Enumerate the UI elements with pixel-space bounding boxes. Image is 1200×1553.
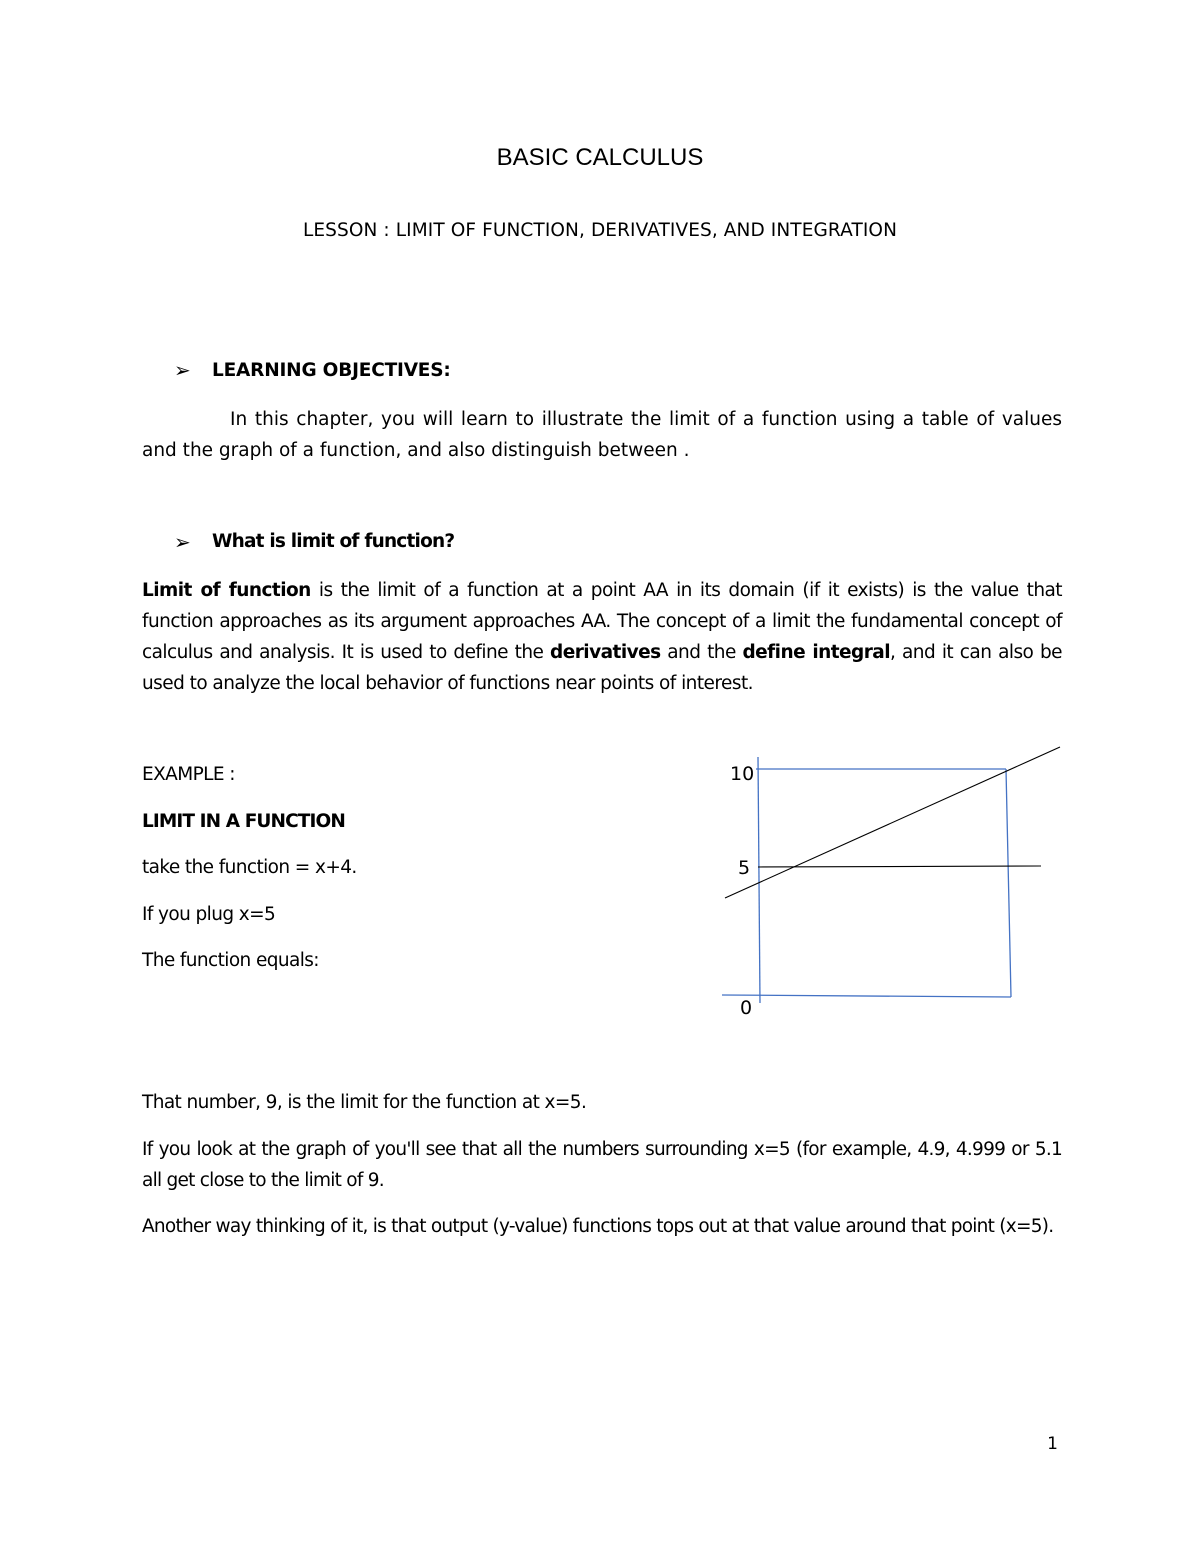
definition-text-1: is the limit of a function at a point AA in its domain (if it exists) is the value that function approaches as its argument approaches AA. The concept of a limit the fundamental concept of calculus and analysis. It is used to define the: [142, 580, 1062, 663]
y-label-10: 10: [730, 763, 755, 785]
what-is-heading: What is limit of function?: [212, 531, 455, 552]
example-label: EXAMPLE :: [142, 764, 235, 785]
lesson-title: LESSON : LIMIT OF FUNCTION, DERIVATIVES, AND INTEGRATION: [302, 220, 898, 241]
example-line-plug: If you plug x=5: [142, 904, 276, 925]
y-label-5: 5: [738, 857, 751, 879]
objectives-heading: LEARNING OBJECTIVES:: [212, 360, 451, 381]
conclusion-line-3: Another way thinking of it, is that output (y-value) functions tops out at that value around that point (x=5).: [142, 1216, 1054, 1237]
term-limit-of-function: Limit of function: [142, 580, 311, 601]
graph-function-line: [725, 747, 1060, 898]
graph-x-axis: [722, 995, 1011, 997]
page-number: 1: [1047, 1434, 1058, 1454]
example-heading: LIMIT IN A FUNCTION: [142, 811, 345, 832]
conclusion-line-1: That number, 9, is the limit for the function at x=5.: [142, 1092, 587, 1113]
document-title: BASIC CALCULUS: [496, 144, 704, 171]
limit-graph: [700, 735, 1080, 1035]
definition-paragraph: [142, 575, 1062, 699]
graph-right-edge: [1006, 769, 1011, 997]
y-label-0: 0: [740, 997, 753, 1019]
conclusion-line-2: If you look at the graph of you'll see that all the numbers surrounding x=5 (for example, 4.9, 4.999 or 5.1 all get close to the limit of 9.: [142, 1139, 1062, 1191]
definition-text-3: , and it can also be used to analyze the local behavior of functions near points of interest.: [142, 642, 1062, 694]
graph-drawing: [700, 735, 1080, 1035]
term-define-integral: define integral: [742, 642, 891, 663]
term-derivatives: derivatives: [550, 642, 661, 663]
definition-text-2: and the: [660, 642, 743, 663]
arrow-bullet-icon: ➢: [174, 358, 191, 382]
example-line-function: take the function = x+4.: [142, 857, 357, 878]
example-line-equals: The function equals:: [142, 950, 319, 971]
graph-y-axis: [758, 757, 760, 1003]
objectives-paragraph: In this chapter, you will learn to illustrate the limit of a function using a table of values and the graph of a function, and also distinguish between .: [142, 409, 1062, 461]
graph-horizontal-line: [758, 866, 1041, 867]
arrow-bullet-icon: ➢: [174, 530, 191, 554]
